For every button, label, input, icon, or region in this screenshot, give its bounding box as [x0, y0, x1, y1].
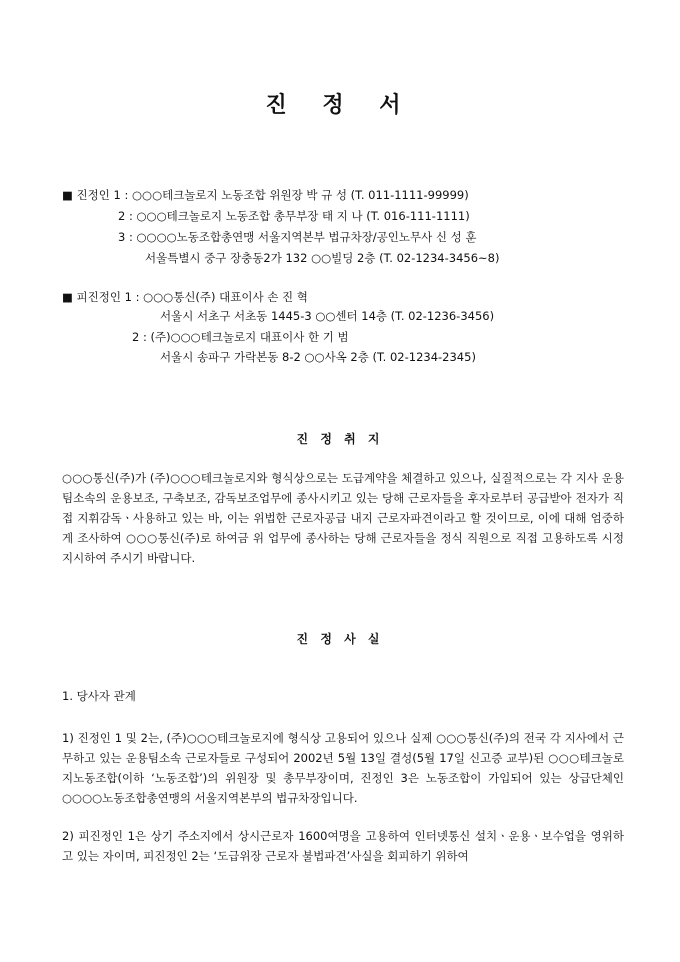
respondent-1-address: 서울시 서초구 서초동 1445-3 ○○센터 14층 (T. 02-1236-3456)	[160, 309, 495, 323]
respondent-2-address: 서울시 송파구 가락본동 8-2 ○○사옥 2층 (T. 02-1234-2345)	[160, 350, 476, 364]
respondent-2: 2 : (주)○○○테크놀로지 대표이사 한 기 범	[132, 330, 349, 344]
fact-2: 2) 피진정인 1은 상기 주소지에서 상시근로자 1600여명을 고용하여 인터넷통신 설치ㆍ운용ㆍ보수업을 영위하고 있는 자이며, 피진정인 2는 ‘도급위장 근로자 불법파견’사실을 회피하기 위하여	[62, 829, 624, 863]
section-1-title: 1. 당사자 관계	[62, 689, 136, 703]
petitioner-1: ■ 진정인 1 : ○○○테크놀로지 노동조합 위원장 박 규 성 (T. 011-1111-99999)	[62, 188, 469, 202]
petitioner-3: 3 : ○○○○노동조합총연맹 서울지역본부 법규차장/공인노무사 신 성 훈	[118, 230, 477, 244]
petitioner-2: 2 : ○○○테크놀로지 노동조합 총무부장 태 지 나 (T. 016-111-1111)	[118, 209, 470, 223]
facts-heading: 진 정 사 실	[296, 632, 384, 646]
document-title: 진 정 서	[265, 92, 415, 118]
petitioner-address: 서울특별시 중구 장충동2가 132 ○○빌딩 2층 (T. 02-1234-3456~8)	[145, 251, 500, 265]
fact-1: 1) 진정인 1 및 2는, (주)○○○테크놀로지에 형식상 고용되어 있으나 실제 ○○○통신(주)의 전국 각 지사에서 근무하고 있는 운용팀소속 근로자들로 구성되어 2002년 5월 13일 결성(5월 17일 신고증 교부)된 ○○○테크놀로지노동조합(이하 ‘노동조합’)의 위원장 및 총무부장이며, 진정인 3은 노동조합이 가입되어 있는 상급단체인 ○○○○노동조합총연맹의 서울지역본부의 법규차장입니다.	[62, 731, 624, 805]
purpose-text: ○○○통신(주)가 (주)○○○테크놀로지와 형식상으로는 도급계약을 체결하고 있으나, 실질적으로는 각 지사 운용팀소속의 운용보조, 구축보조, 감독보조업무에 종사시키고 있는 당해 근로자들을 후자로부터 공급받아 전자가 직접 지휘감독ㆍ사용하고 있는 바, 이는 위법한 근로자공급 내지 근로자파견이라고 할 것이므로, 이에 대해 엄중하게 조사하여 ○○○통신(주)로 하여금 위 업무에 종사하는 당해 근로자들을 정식 직원으로 직접 고용하도록 시정 지시하여 주시기 바랍니다.	[62, 471, 624, 565]
respondent-1: ■ 피진정인 1 : ○○○통신(주) 대표이사 손 진 혁	[62, 290, 308, 304]
purpose-heading: 진 정 취 지	[296, 432, 384, 446]
